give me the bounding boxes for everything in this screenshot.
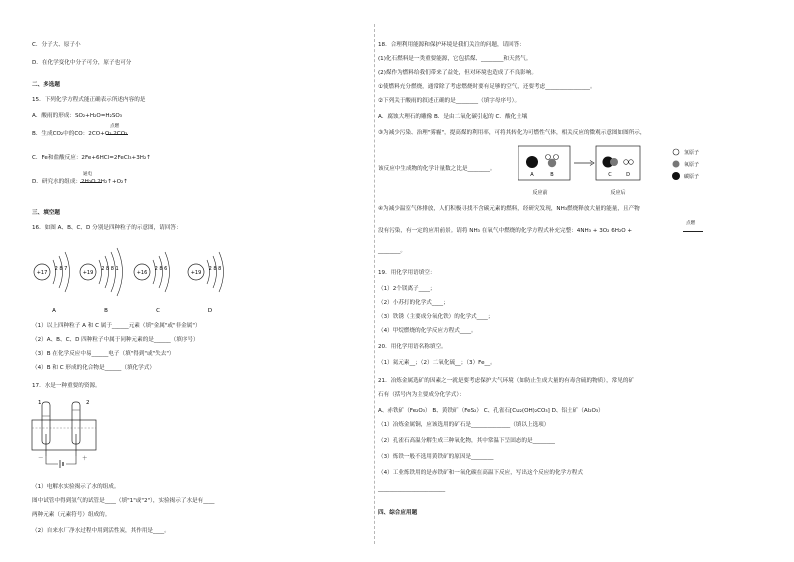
q15-option-d: D．研究水的组成：2H₂O 2H₂↑+O₂↑: [32, 179, 128, 185]
q16-part-1: （1）以上四种粒子 A 和 C 属于______元素（填"金属"或"非金属"）: [32, 323, 201, 329]
label-c: C: [156, 308, 160, 314]
before-box: [518, 146, 570, 180]
hydrogen-atom: [546, 155, 551, 160]
atom-b: [80, 248, 123, 296]
tube-2-label: 2: [86, 400, 90, 406]
q15-option-a: A．酸雨的形成：SO₂+H₂O=H₂SO₃: [32, 113, 123, 119]
reaction-arrow-line: [80, 182, 102, 183]
q21-part-1: （1）冶炼金属铜，应该选用的矿石是______________（填以上选项）: [378, 422, 550, 428]
q16-part-4: （4）B 和 C 形成的化合物是______（填化学式）: [32, 365, 155, 371]
q15b-condition: 点燃: [110, 124, 120, 129]
atom-a-nucleus: +17: [36, 270, 48, 276]
negative-terminal: －: [38, 456, 44, 462]
question-21: 21．冶炼金属选矿的因素之一就是要考虑保护大气环境（如防止生成大量的有毒含硫的物质），常见的矿: [378, 378, 635, 384]
reaction-microscopic-diagram: [518, 142, 668, 198]
question-17: 17．水是一种重要的资源。: [32, 383, 101, 389]
atom-d-nucleus: +19: [190, 270, 202, 276]
oxygen-atom: [548, 159, 556, 167]
q18-part-2d: ③为减少污染、治理"雾霾"，提高煤的利用率，可将其转化为可燃性气体，相关反应的微观示意图如图所示，: [378, 130, 646, 136]
option-d: D．在化学变化中分子可分，原子也可分: [32, 60, 132, 66]
molecule-c-label: C: [608, 172, 612, 178]
q18-part-2g: 没有污染，有一定的应用前景。请将 NH₃ 在氧气中燃烧的化学方程式补充完整：4NH₃ + 3O₂ 6H₂O +: [378, 228, 633, 234]
left-column: [0, 0, 375, 562]
option-c: C．分子大、原子小: [32, 42, 81, 48]
molecule-b-label: B: [550, 172, 554, 178]
q19-part-2: （2）小苏打的化学式____；: [378, 300, 449, 306]
hydrogen-legend-icon: [673, 149, 679, 155]
reaction-arrow-line: [106, 134, 128, 135]
electrolysis-apparatus: [26, 394, 136, 474]
legend-oxygen: 氧原子: [684, 162, 700, 168]
q17-part-1: （1）电解水实验揭示了水的组成。: [32, 484, 120, 490]
q15-option-b: B．生成CO₂中的CO：2CO+O₂ 2CO₂: [32, 131, 128, 137]
molecule-a-label: A: [530, 172, 534, 178]
atom-a-shells: 2 8 7: [54, 266, 68, 272]
section-fill-in: 三、填空题: [32, 210, 60, 216]
tube-1-label: 1: [38, 400, 42, 406]
atom-a: [34, 252, 70, 292]
before-label: 反应前: [532, 190, 548, 196]
q20-part-1: （1）氦元素__；（2）二氧化硫__；（3）Fe__。: [378, 360, 496, 366]
right-column: [378, 0, 794, 562]
reaction-arrow-line: [683, 231, 703, 232]
atom-b-nucleus: +19: [82, 270, 94, 276]
q18-part-2e: 该反应中生成物的化学计量数之比是________。: [378, 166, 496, 172]
q21-part-5: ________________________: [378, 486, 446, 492]
q19-part-4: （4）甲烷燃烧的化学反应方程式____。: [378, 328, 477, 334]
atom-d-shells: 2 8 8: [208, 266, 222, 272]
q17-part-1b: 图中试管中得到氢气的试管是____（填"1"或"2"），实验揭示了水是有____: [32, 498, 215, 504]
atom-c-nucleus: +16: [136, 270, 148, 276]
q18-part-2a: ①使燃料充分燃烧，通常除了考虑燃烧时要有足够的空气，还要考虑________________。: [378, 84, 596, 90]
q18-part-1: (1)化石燃料是一类重要能源，它包括煤、________和天然气。: [378, 56, 532, 62]
atom-b-shells: 2 8 8 1: [101, 266, 119, 272]
atom-c-shells: 2 8 6: [154, 266, 168, 272]
q18-part-2c: A．腐蚀大理石的雕像 B．是由二氧化碳引起的 C．酸化土壤: [378, 114, 528, 120]
question-19: 19．用化学用语填空：: [378, 270, 436, 276]
positive-terminal: ＋: [82, 456, 88, 462]
legend-hydrogen: 氢原子: [684, 150, 700, 156]
q21-part-2: （2）孔雀石高温分解生成三种氧化物，其中常温下呈固态的是________: [378, 438, 555, 444]
after-label: 反应后: [610, 190, 626, 196]
label-b: B: [104, 308, 108, 314]
q19-part-3: （3）铁锈（主要成分氧化铁）的化学式____；: [378, 314, 494, 320]
carbon-legend-icon: [672, 172, 680, 180]
section-comprehensive: 四、综合应用题: [378, 510, 418, 516]
oxygen-legend-icon: [673, 161, 680, 168]
legend-carbon: 碳原子: [684, 174, 700, 180]
atom-structure-diagram: [26, 236, 246, 316]
q18-part-2: (2)煤作为燃料给我们带来了益处，但对环境也造成了不良影响。: [378, 70, 537, 76]
q16-part-3: （3）B 在化学反应中易______电子（填"得到"或"失去"）: [32, 351, 175, 357]
label-a: A: [52, 308, 56, 314]
q21-part-4: （4）工业炼铁用的是赤铁矿和一氧化碳在高温下反应，写出这个反应的化学方程式: [378, 470, 583, 476]
q21-part-3: （3）炼铁一般不选用黄铁矿的原因是________: [378, 454, 494, 460]
q18-part-2h: ________。: [378, 248, 406, 254]
q16-part-2: （2）A、B、C、D 四种粒子中属于同种元素的是______（填序号）: [32, 337, 199, 343]
hydrogen-atom: [554, 155, 559, 160]
atom-c: [134, 252, 170, 292]
q17-part-2: （2）自来水厂净水过程中用到活性炭，其作用是____。: [32, 528, 170, 534]
atom-legend: [670, 144, 730, 188]
q21-options: A、赤铁矿（Fe₂O₃） B、黄铁矿（FeS₂） C、孔雀石[Cu₂(OH)₂CO₃] D、铝土矿（Al₂O₃）: [378, 408, 604, 414]
question-18: 18．合理利用能源和保护环境是我们关注的问题，请回答：: [378, 42, 525, 48]
molecule-d-label: D: [626, 172, 630, 178]
q15-option-c: C．Fe和盐酸反应：2Fe+6HCl=2FeCl₃+3H₂↑: [32, 155, 151, 161]
nh3-condition: 点燃: [686, 221, 696, 226]
atom-d: [188, 252, 224, 292]
question-21b: 石有（括号内为主要成分化学式）：: [378, 392, 465, 398]
q18-part-2f: ④为减少温室气体排放，人们积极寻找不含碳元素的燃料，经研究发现，NH₃燃烧释放大量的能量，且产物: [378, 206, 640, 212]
q17-part-1c: 两种元素（元素符号）组成的。: [32, 512, 111, 518]
label-d: D: [207, 308, 213, 314]
question-20: 20．用化学用语名称填空。: [378, 344, 447, 350]
q15d-condition: 通电: [83, 172, 93, 177]
q18-part-2b: ②下列关于酸雨的叙述正确的是________（填字母序号）。: [378, 98, 521, 104]
column-divider: [374, 24, 375, 544]
question-16: 16．如图 A、B、C、D 分别是四种粒子的示意图，请回答：: [32, 225, 182, 231]
q19-part-1: （1）2个镁离子____；: [378, 286, 436, 292]
carbon-atom: [526, 156, 538, 168]
section-multiple-choice: 二、多选题: [32, 82, 60, 88]
question-15: 15．下列化学方程式能正确表示所述内容的是: [32, 97, 146, 103]
